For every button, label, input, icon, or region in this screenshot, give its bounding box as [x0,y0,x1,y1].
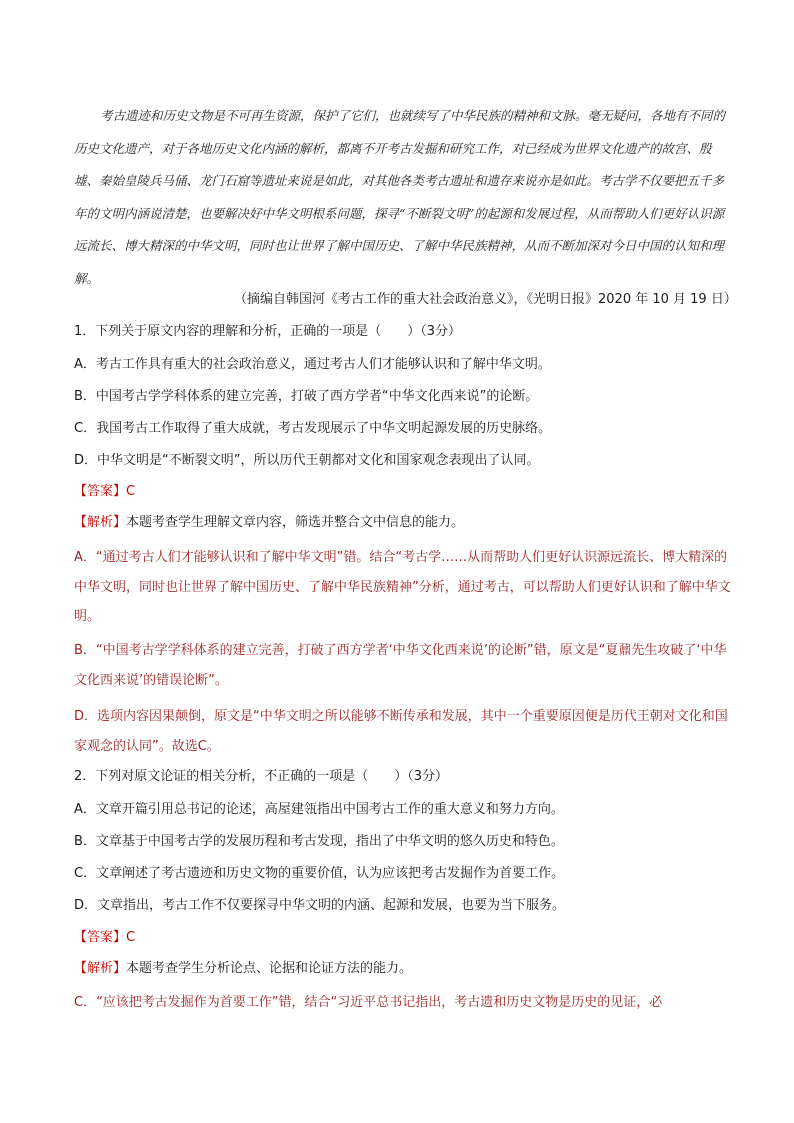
question-1-analysis [74,513,464,533]
answer-tag: 【答案】 [74,484,127,499]
question-2-option-c: C．文章阐述了考古遗迹和历史文物的重要价值，认为应该把考古发掘作为首要工作。 [74,866,565,881]
question-1-stem: 1．下列关于原文内容的理解和分析，正确的一项是（ ）（3分） [74,324,462,339]
answer-value: C [126,484,136,499]
analysis-tag: 【解析】 [74,961,127,976]
explanation-d-text: D．选项内容因果颠倒，原文是“中华文明之所以能够不断传承和发展，其中一个重要原因便是历代王朝对文化和国家观念的认同”。故选C。 [74,709,728,754]
explanation-b-text: B．“中国考古学学科体系的建立完善，打破了西方学者‘中华文化西来说’的论断”错，原文是“夏鼐先生攻破了‘中华文化西来说’的错误论断”。 [74,643,727,688]
passage [74,100,726,295]
question-1-option-c: C．我国考古工作取得了重大成就，考古发现展示了中华文明起源发展的历史脉络。 [74,421,552,436]
question-2-option-b: B．文章基于中国考古学的发展历程和考古发现，指出了中华文明的悠久历史和特色。 [74,834,564,849]
question-2-option-d: D．文章指出，考古工作不仅要探寻中华文明的内涵、起源和发展，也要为当下服务。 [74,898,566,913]
explanation-c-text: C．“应该把考古发掘作为首要工作”错，结合“习近平总书记指出，考古遗和历史文物是历史的见证，必 [74,995,663,1010]
answer-value: C [126,930,136,945]
passage-source: （摘编自韩国河《考古工作的重大社会政治意义》，《光明日报》2020 年 10 月 19 日） [234,292,737,307]
question-1-explanation-a [74,543,734,632]
analysis-tag: 【解析】 [74,515,127,530]
question-1-option-a: A．考古工作具有重大的社会政治意义，通过考古人们才能够认识和了解中华文明。 [74,357,551,372]
question-1-answer [74,482,135,502]
question-2-option-a: A．文章开篇引用总书记的论述，高屋建瓴指出中国考古工作的重大意义和努力方向。 [74,802,564,817]
analysis-text: 本题考查学生分析论点、论据和论证方法的能力。 [126,961,413,976]
passage-paragraph: 考古遗迹和历史文物是不可再生资源，保护了它们，也就续写了中华民族的精神和文脉。毫无疑问，各地有不同的历史文化遗产，对于各地历史文化内涵的解析，都离不开考古发掘和研究工作，对已经成为世界文化遗产的故宫、殷墟、秦始皇陵兵马俑、龙门石窟等遗址来说是如此，对其他各类考古遗址和遗存来说亦是如此。考古学不仅要把五千多年的文明内涵说清楚，也要解决好中华文明根系问题，探寻“不断裂文明”的起源和发展过程，从而帮助人们更好认识源远流长、博大精深的中华文明，同时也让世界了解中国历史、了解中华民族精神，从而不断加深对今日中国的认知和理解。 [74,108,726,286]
question-1-option-d: D．中华文明是“不断裂文明”，所以历代王朝都对文化和国家观念表现出了认同。 [74,453,540,468]
explanation-a-text: A．“通过考古人们才能够认识和了解中华文明”错。结合“考古学……从而帮助人们更好认识源远流长、博大精深的中华文明，同时也让世界了解中国历史、了解中华民族精神”分析，通过考古，可以帮助人们更好认识和了解中华文明。 [74,550,731,624]
question-2-stem: 2．下列对原文论证的相关分析，不正确的一项是（ ）（3分） [74,769,449,784]
question-2-analysis [74,959,412,979]
question-1-explanation-b [74,636,734,695]
question-2-explanation-c [74,988,734,1018]
question-1-explanation-d [74,702,734,761]
answer-tag: 【答案】 [74,930,127,945]
question-1-option-b: B．中国考古学学科体系的建立完善，打破了西方学者“中华文化西来说”的论断。 [74,389,539,404]
analysis-text: 本题考查学生理解文章内容，筛选并整合文中信息的能力。 [126,515,465,530]
question-2-answer [74,928,135,948]
